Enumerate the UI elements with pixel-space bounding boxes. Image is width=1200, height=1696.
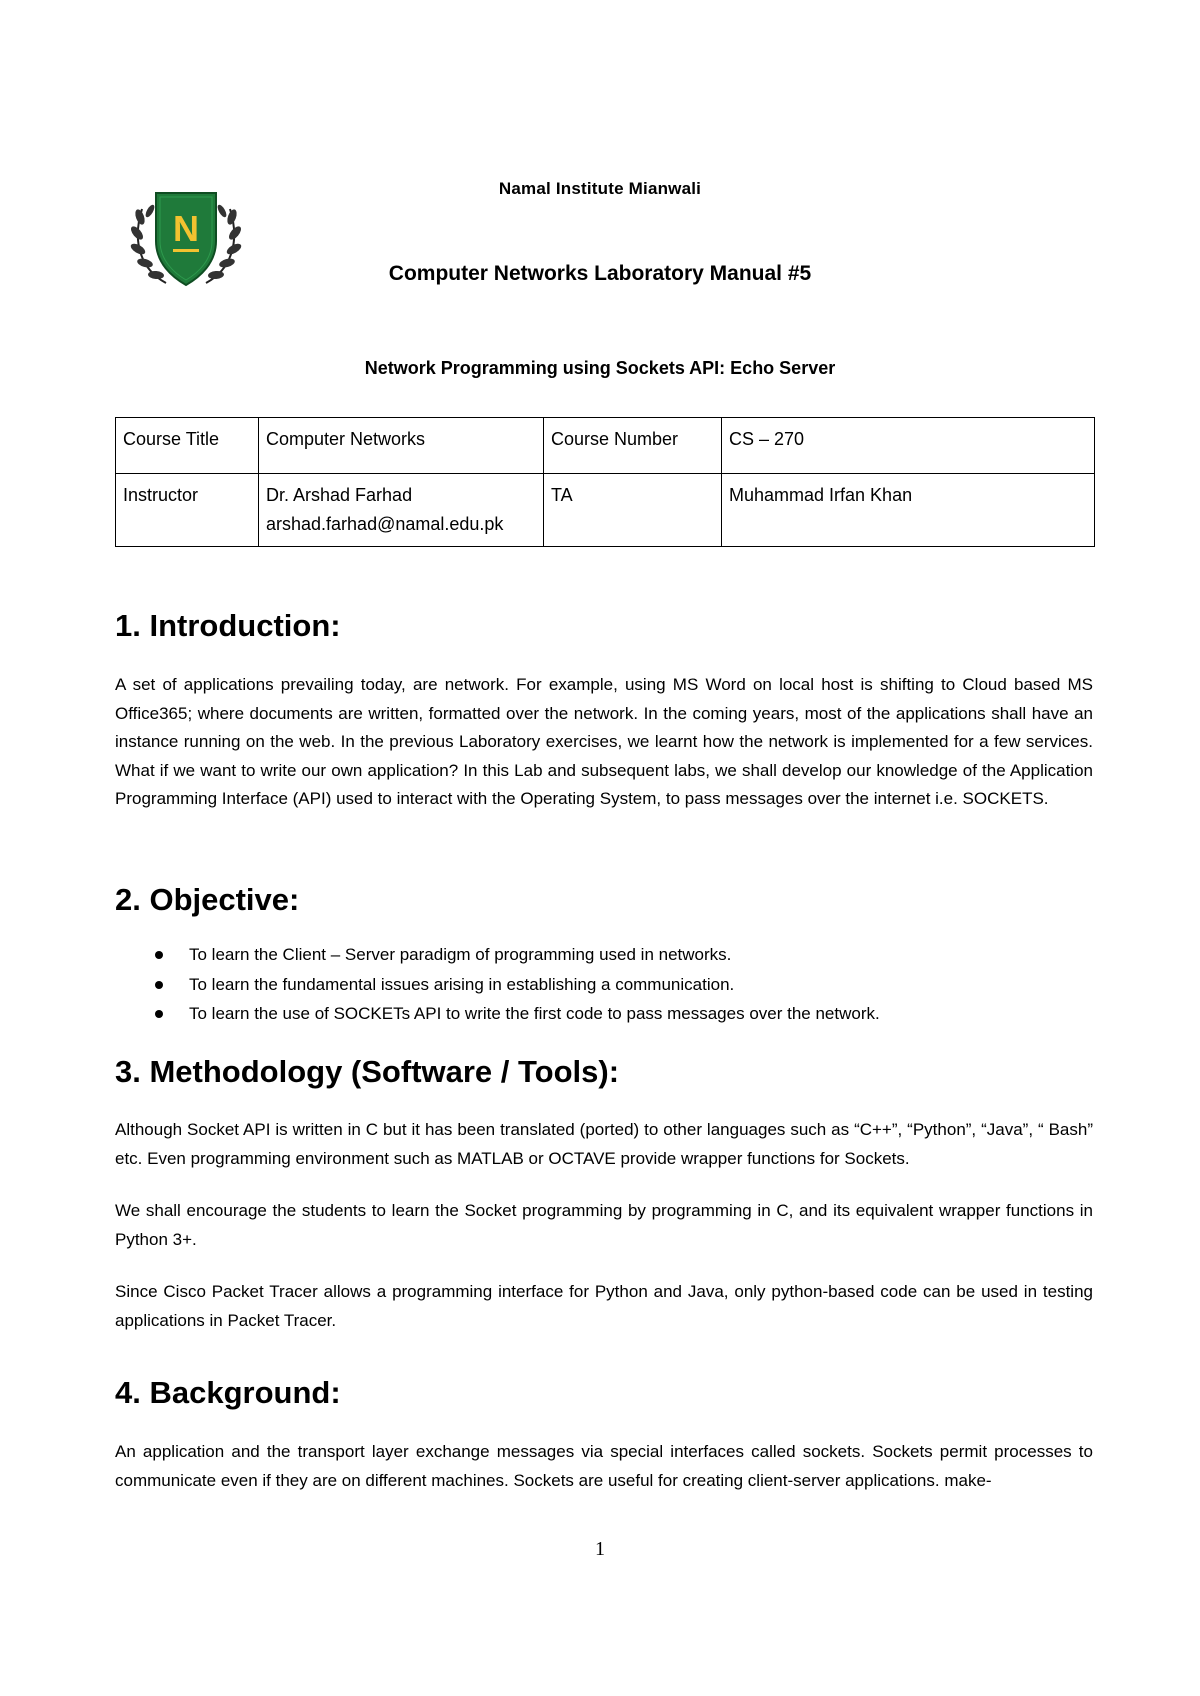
course-title-value: Computer Networks: [259, 418, 544, 474]
instructor-name: Dr. Arshad Farhad: [266, 485, 413, 505]
course-title-label: Course Title: [116, 418, 259, 474]
background-text: An application and the transport layer exchange messages via special interfaces called sockets. Sockets permit processes to communicate even if they are on different machines. Sockets are useful for creating client-server applications. make-: [115, 1442, 1093, 1490]
methodology-heading: 3. Methodology (Software / Tools):: [115, 1054, 620, 1089]
manual-title: Computer Networks Laboratory Manual #5: [388, 262, 812, 285]
table-row: [116, 418, 1095, 474]
list-item: [115, 940, 880, 970]
methodology-paragraph-2: We shall encourage the students to learn the Socket programming by programming in C, and its equivalent wrapper functions in Python 3+.: [115, 1201, 1093, 1249]
methodology-paragraph-1: Although Socket API is written in C but it has been translated (ported) to other languages such as “C++”, “Python”, “Java”, “ Bash” etc. Even programming environment such as MATLAB or OCTAVE provide wrapper functions for Sockets.: [115, 1120, 1093, 1168]
introduction-text: A set of applications prevailing today, are network. For example, using MS Word on local host is shifting to Cloud based MS Office365; where documents are written, formatted over the network. In the coming years, most of the applications shall have an instance running on the web. In the previous Laboratory exercises, we learnt how the network is implemented for a few services. What if we want to write our own application? In this Lab and subsequent labs, we shall develop our knowledge of the Application Programming Interface (API) used to interact with the Operating System, to pass messages over the internet i.e. SOCKETS.: [115, 675, 1093, 808]
ta-value: Muhammad Irfan Khan: [722, 474, 1095, 547]
bullet-icon: [155, 951, 163, 959]
objective-list: [115, 940, 880, 1029]
ta-label: TA: [544, 474, 722, 547]
background-heading: 4. Background:: [115, 1375, 341, 1410]
course-info-table: [115, 417, 1095, 547]
lab-subtitle: Network Programming using Sockets API: Echo Server: [364, 358, 836, 378]
objective-item: To learn the Client – Server paradigm of programming used in networks.: [189, 945, 732, 964]
logo-letter: N: [173, 208, 199, 249]
objective-heading: 2. Objective:: [115, 882, 300, 917]
course-number-value: CS – 270: [722, 418, 1095, 474]
table-row: [116, 474, 1095, 547]
bullet-icon: [155, 1010, 163, 1018]
institute-name: Namal Institute Mianwali: [498, 179, 702, 198]
methodology-paragraph-3: Since Cisco Packet Tracer allows a programming interface for Python and Java, only python-based code can be used in testing applications in Packet Tracer.: [115, 1282, 1093, 1330]
page-number: 1: [595, 1538, 605, 1560]
objective-item: To learn the use of SOCKETs API to write the first code to pass messages over the network.: [189, 1004, 880, 1023]
list-item: [115, 970, 880, 1000]
introduction-heading: 1. Introduction:: [115, 608, 341, 643]
objective-item: To learn the fundamental issues arising in establishing a communication.: [189, 974, 735, 994]
instructor-label: Instructor: [116, 474, 259, 547]
instructor-cell: [259, 474, 544, 547]
list-item: [115, 999, 880, 1029]
course-number-label: Course Number: [544, 418, 722, 474]
instructor-email: arshad.farhad@namal.edu.pk: [266, 514, 504, 534]
bullet-icon: [155, 981, 163, 989]
